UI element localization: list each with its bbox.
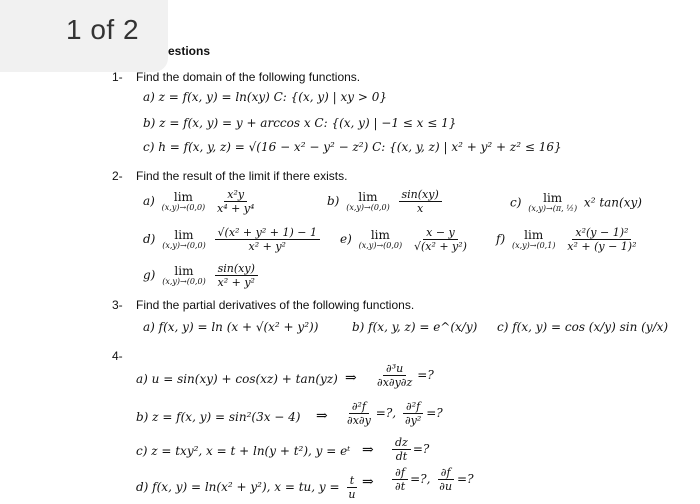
q2-part-c [510,192,642,214]
q4c-result [390,436,429,463]
q4d-y-numerator: t [347,474,357,488]
q4b-denominator-1: ∂x∂y [347,414,371,427]
q2c-expression: x² tan(xy) [583,195,642,210]
q4b-fraction-1 [344,400,374,427]
document-title: estions [168,44,211,58]
q3-part-b: b) f(x, y, z) = e^(x/y) [352,320,478,334]
q1-part-c: c) h = f(x, y, z) = √(16 − x² − y² − z²) C: {(x, y, z) | x² + y² + z² ≤ 16} [143,140,562,154]
q3-part-a: a) f(x, y) = ln (x + √(x² + y²)) [143,320,319,334]
q4a-result [372,362,434,389]
q2b-subscript: (x,y)→(0,0) [346,202,390,212]
q2f-denominator: x² + (y − 1)² [567,240,637,253]
q4-part-a: a) u = sin(xy) + cos(xz) + tan(yz) [136,372,338,386]
page-count-label: 1 of 2 [66,14,140,45]
implies-arrow: ⇒ [316,408,328,424]
question-1 [112,70,360,84]
q4c-fraction [392,436,411,463]
q2d-denominator: x² + y² [248,240,286,253]
q4a-denominator: ∂x∂y∂z [377,376,413,389]
q2-part-f [496,226,642,253]
q4d-y-fraction [345,474,358,501]
lim-label: lim [358,189,378,204]
question-4-number: 4- [112,349,123,363]
q2f-limit [512,229,555,251]
q2-part-a [143,188,259,215]
q2d-subscript: (x,y)→(0,0) [162,240,206,250]
q2-part-b [327,188,444,215]
q2f-label: f) [496,232,506,246]
q2f-numerator: x²(y − 1)² [572,226,631,240]
q4d-denominator-1: ∂t [395,480,406,493]
q4d-numerator-1: ∂f [392,466,408,480]
q4-part-b: b) z = f(x, y) = sin²(3x − 4) [136,410,301,424]
lim-label: lim [370,227,390,242]
q2c-label: c) [510,195,522,210]
q2a-label: a) [143,194,155,208]
q2f-fraction [564,226,639,253]
q2c-subscript: (x,y)→(π, ½) [528,204,578,213]
lim-label: lim [524,227,544,242]
q4d-numerator-2: ∂f [438,466,454,480]
q4c-numerator: dz [392,436,411,450]
page-indicator [0,0,168,72]
q2e-subscript: (x,y)→(0,0) [358,240,403,250]
q2f-subscript: (x,y)→(0,1) [511,240,556,250]
q4-part-d [136,474,360,501]
q2c-limit [528,192,577,214]
q2g-label: g) [143,268,156,282]
q2d-label: d) [143,232,156,246]
q2g-denominator: x² + y² [217,276,255,289]
question-2-number: 2- [112,169,123,183]
question-3 [112,298,414,312]
q2d-fraction [215,226,320,253]
q4c-tail: =? [412,442,430,456]
q4-part-c: c) z = txy², x = t + ln(y + t²), y = eᵗ [136,444,351,458]
q2a-limit [162,191,205,213]
q2e-fraction [411,226,470,253]
q4d-result [390,466,474,493]
question-3-text: Find the partial derivatives of the following functions. [136,298,415,312]
implies-arrow: ⇒ [345,370,357,386]
question-2-text: Find the result of the limit if there exists. [136,169,348,183]
q4d-fraction-2 [436,466,455,493]
q2b-fraction [399,188,442,215]
q2b-label: b) [327,194,340,208]
q2e-numerator: x − y [423,226,458,240]
question-1-number: 1- [112,70,123,84]
q4b-numerator-2: ∂²f [403,400,423,414]
q4d-tail: =? [457,472,474,486]
lim-label: lim [174,263,194,278]
q4b-denominator-2: ∂y² [404,414,422,427]
q2b-limit [346,191,389,213]
q2d-numerator: √(x² + y² + 1) − 1 [215,226,320,240]
q2-part-g [143,262,260,289]
q2d-limit [162,229,205,251]
question-4 [112,349,136,363]
q2a-denominator: x⁴ + y⁴ [216,202,255,215]
q1-part-b: b) z = f(x, y) = y + arccos x C: {(x, y) | −1 ≤ x ≤ 1} [143,116,457,130]
q4d-denominator-2: ∂u [439,480,453,493]
q2b-numerator: sin(xy) [399,188,442,202]
q4b-fraction-2 [402,400,424,427]
q4b-tail: =? [426,406,443,420]
q4d-y-denominator: u [348,488,356,501]
q4b-result [342,400,443,427]
q2b-denominator: x [417,202,424,215]
q2g-numerator: sin(xy) [215,262,258,276]
q4a-numerator: ∂³u [383,362,406,376]
q2g-limit [162,265,205,287]
implies-arrow: ⇒ [362,442,374,458]
lim-label: lim [173,189,193,204]
q1-part-a: a) z = f(x, y) = ln(xy) C: {(x, y) | xy > 0} [143,90,387,104]
lim-label: lim [543,191,563,205]
q2-part-e [340,226,472,253]
q4d-mid: =?, [410,472,431,486]
q4a-tail: =? [417,368,434,382]
q2g-subscript: (x,y)→(0,0) [162,276,206,286]
q4d-fraction-1 [392,466,408,493]
q3-part-c: c) f(x, y) = cos (x/y) sin (y/x) [497,320,669,334]
question-1-text: Find the domain of the following functions. [136,70,361,84]
q2-part-d [143,226,322,253]
q2e-label: e) [340,232,352,246]
q2g-fraction [215,262,258,289]
lim-label: lim [174,227,194,242]
q2e-limit [359,229,402,251]
q2e-denominator: √(x² + y²) [413,240,467,253]
q2a-numerator: x²y [224,188,247,202]
q2a-fraction [214,188,257,215]
q4c-denominator: dt [395,450,408,463]
q4a-fraction [374,362,415,389]
q4d-expression: d) f(x, y) = ln(x² + y²), x = tu, y = [136,480,340,494]
question-3-number: 3- [112,298,123,312]
implies-arrow: ⇒ [362,474,374,490]
q4b-mid: =?, [375,406,397,420]
q2a-subscript: (x,y)→(0,0) [161,202,206,212]
q4b-numerator-1: ∂²f [349,400,369,414]
question-2 [112,169,347,183]
